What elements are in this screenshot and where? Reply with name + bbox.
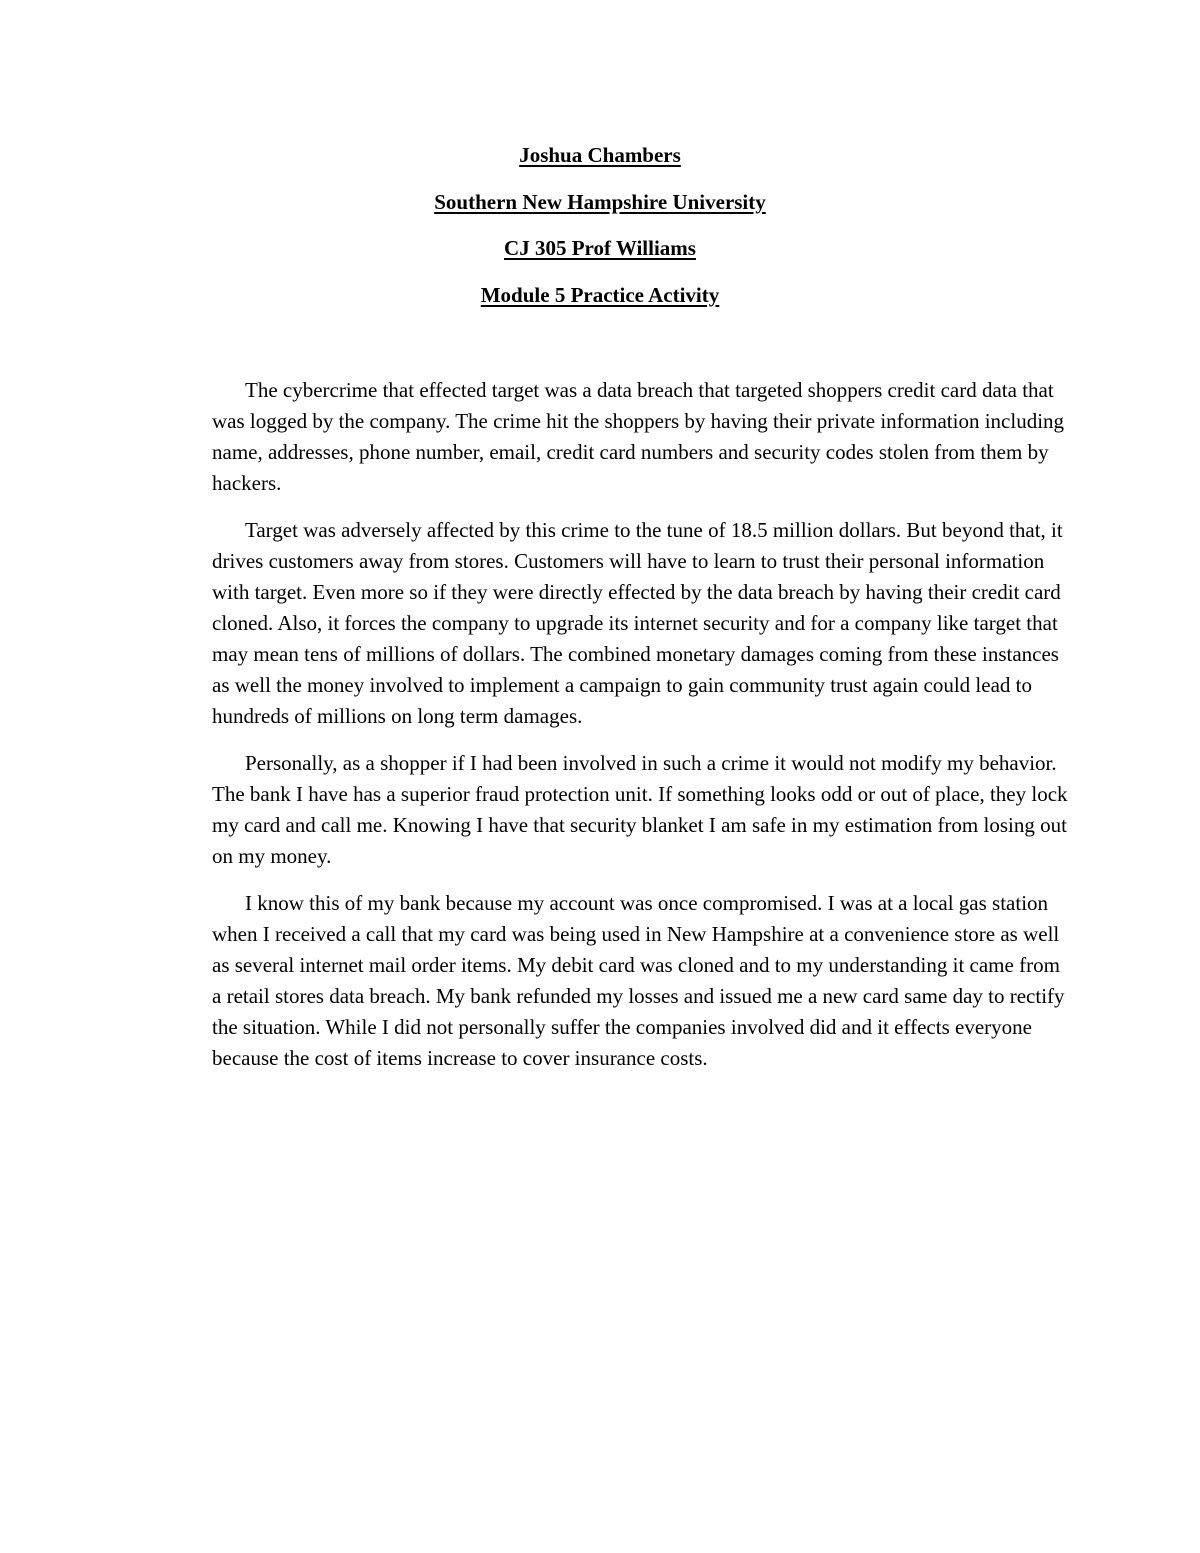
course-info: CJ 305 Prof Williams bbox=[504, 236, 696, 260]
author-name: Joshua Chambers bbox=[519, 143, 681, 167]
document-body bbox=[212, 375, 1072, 1090]
title-block bbox=[0, 140, 1200, 326]
institution-name: Southern New Hampshire University bbox=[434, 189, 766, 214]
assignment-title: Module 5 Practice Activity bbox=[480, 282, 720, 307]
body-paragraph-3: Personally, as a shopper if I had been involved in such a crime it would not modify my behavior. The bank I have has a superior fraud protection unit. If something looks odd or out of place, they lock my card and call me. Knowing I have that security blanket I am safe in my estimation from losing out on my money. bbox=[212, 751, 1068, 868]
body-paragraph-1: The cybercrime that effected target was a data breach that targeted shoppers credit card data that was logged by the company. The crime hit the shoppers by having their private information including name, addresses, phone number, email, credit card numbers and security codes stolen from them by hackers. bbox=[212, 378, 1065, 495]
body-paragraph-2: Target was adversely affected by this crime to the tune of 18.5 million dollars. But beyond that, it drives customers away from stores. Customers will have to learn to trust their personal information with target. Even more so if they were directly effected by the data breach by having their credit card cloned. Also, it forces the company to upgrade its internet security and for a company like target that may mean tens of millions of dollars. The combined monetary damages coming from these instances as well the money involved to implement a campaign to gain community trust again could lead to hundreds of millions on long term damages. bbox=[212, 518, 1063, 728]
body-paragraph-4: I know this of my bank because my account was once compromised. I was at a local gas station when I received a call that my card was being used in New Hampshire at a convenience store as well as several internet mail order items. My debit card was cloned and to my understanding it came from a retail stores data breach. My bank refunded my losses and issued me a new card same day to rectify the situation. While I did not personally suffer the companies involved did and it effects everyone because the cost of items increase to cover insurance costs. bbox=[212, 891, 1065, 1070]
